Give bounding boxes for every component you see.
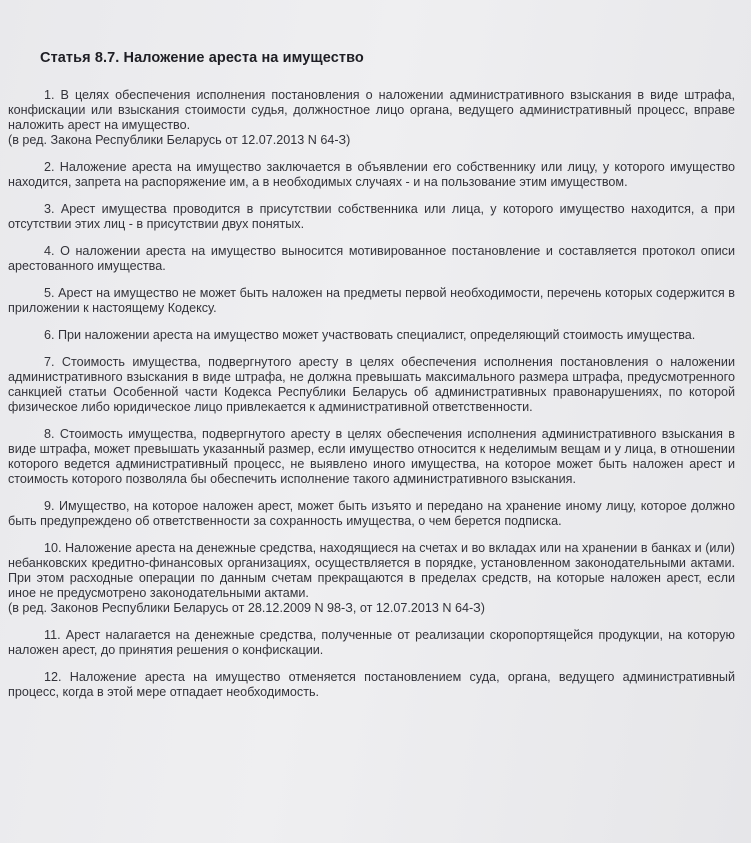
- paragraph-7: [8, 355, 735, 415]
- paragraph-1: [8, 88, 735, 148]
- paragraph-text: 1. В целях обеспечения исполнения постановления о наложении административного взыскания в виде штрафа, конфискации или взыскания стоимости судья, должностное лицо органа, ведущего административный процесс, вправе наложить арест на имущество.: [8, 88, 735, 132]
- article-body: [8, 88, 735, 700]
- paragraph-text: 11. Арест налагается на денежные средства, полученные от реализации скоропортящейся продукции, на которую наложен арест, до принятия решения о конфискации.: [8, 628, 735, 657]
- amendment-reference: (в ред. Законов Республики Беларусь от 28.12.2009 N 98-З, от 12.07.2013 N 64-З): [8, 601, 485, 615]
- paragraph-text: 8. Стоимость имущества, подвергнутого аресту в целях обеспечения исполнения административного взыскания в виде штрафа, может превышать указанный размер, если имущество относится к неделимым вещам и у лица, в отношении которого ведется административный процесс, не выявлено иного имущества, на которое может быть наложен арест и стоимость которого позволяла бы обеспечить исполнение такого административного взыскания.: [8, 427, 735, 486]
- paragraph-text: 3. Арест имущества проводится в присутствии собственника или лица, у которого имущество находится, а при отсутствии этих лиц - в присутствии двух понятых.: [8, 202, 735, 231]
- paragraph-text: 7. Стоимость имущества, подвергнутого аресту в целях обеспечения исполнения постановления о наложении административного взыскания в виде штрафа, не должна превышать максимального размера штрафа, предусмотренного санкцией статьи Особенной части Кодекса Республики Беларусь об административных правонарушениях, по которой физическое либо юридическое лицо привлекается к административной ответственности.: [8, 355, 735, 414]
- paragraph-6: [8, 328, 735, 343]
- paragraph-12: [8, 670, 735, 700]
- paragraph-5: [8, 286, 735, 316]
- paragraph-text: 9. Имущество, на которое наложен арест, может быть изъято и передано на хранение иному лицу, которое должно быть предупреждено об ответственности за сохранность имущества, о чем берется подписка.: [8, 499, 735, 528]
- paragraph-8: [8, 427, 735, 487]
- article-title: Статья 8.7. Наложение ареста на имущество: [40, 50, 364, 66]
- amendment-reference: (в ред. Закона Республики Беларусь от 12.07.2013 N 64-З): [8, 133, 351, 147]
- paragraph-10: [8, 541, 735, 616]
- paragraph-2: [8, 160, 735, 190]
- paragraph-3: [8, 202, 735, 232]
- paragraph-text: 10. Наложение ареста на денежные средства, находящиеся на счетах и во вкладах или на хранении в банках и (или) небанковских кредитно-финансовых организациях, осуществляется в порядке, установленном законодательными актами. При этом расходные операции по данным счетам прекращаются в пределах средств, на которые наложен арест, если иное не предусмотрено законодательными актами.: [8, 541, 735, 600]
- paragraph-text: 6. При наложении ареста на имущество может участвовать специалист, определяющий стоимость имущества.: [44, 328, 696, 342]
- paragraph-4: [8, 244, 735, 274]
- paragraph-text: 4. О наложении ареста на имущество выносится мотивированное постановление и составляется протокол описи арестованного имущества.: [8, 244, 735, 273]
- paragraph-11: [8, 628, 735, 658]
- paragraph-text: 5. Арест на имущество не может быть наложен на предметы первой необходимости, перечень которых содержится в приложении к настоящему Кодексу.: [8, 286, 735, 315]
- paragraph-9: [8, 499, 735, 529]
- paragraph-text: 2. Наложение ареста на имущество заключается в объявлении его собственнику или лицу, у которого имущество находится, запрета на распоряжение им, а в необходимых случаях - и на пользование этим имуществом.: [8, 160, 735, 189]
- paragraph-text: 12. Наложение ареста на имущество отменяется постановлением суда, органа, ведущего административный процесс, когда в этой мере отпадает необходимость.: [8, 670, 735, 699]
